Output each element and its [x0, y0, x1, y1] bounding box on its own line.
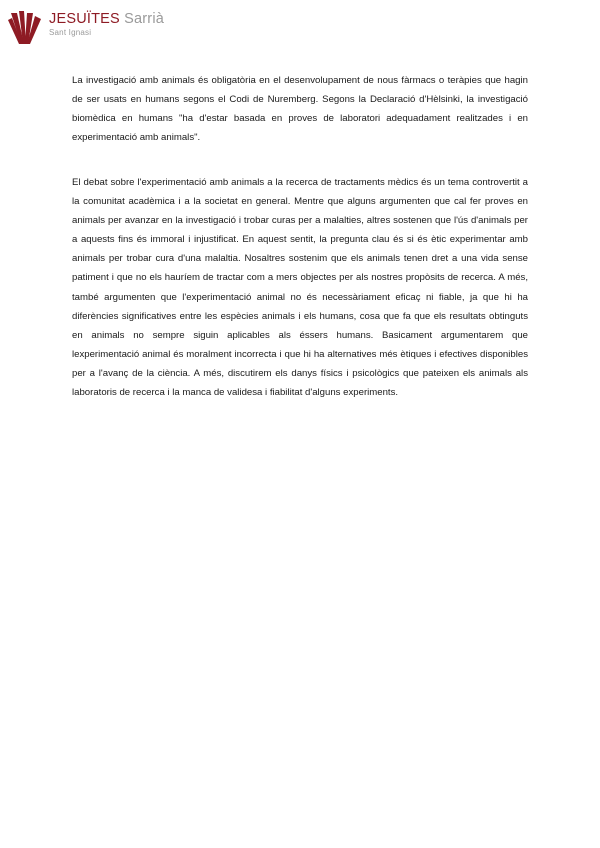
intro-paragraph-block	[72, 71, 528, 147]
intro-paragraph: La investigació amb animals és obligatòria en el desenvolupament de nous fàrmacs o teràpies que hagin de ser usats en humans segons el Codi de Nuremberg. Segons la Declaració d'Hèlsinki, la investigació biomèdica en humans "ha d'estar basada en proves de laboratori adequadament realitzades i en experimentació amb animals".	[72, 75, 528, 144]
header	[8, 10, 164, 44]
debate-paragraph-block	[72, 173, 528, 402]
brand-text	[49, 11, 164, 38]
brand-main: JESUÏTES	[49, 11, 120, 27]
tagline: Sant Ignasi	[49, 28, 92, 37]
brand-name	[49, 11, 164, 28]
brand-sub: Sarrià	[124, 11, 165, 27]
debate-paragraph: El debat sobre l'experimentació amb animals a la recerca de tractaments mèdics és un tema controvertit a la comunitat acadèmica i a la societat en general. Mentre que alguns argumenten que cal fer proves en animals per avanzar en la investigació i trobar curas per a malalties, altres sostenen que l'ús d'animals per a aquests fins és immoral i injustificat. En aquest sentit, la pregunta clau és si és ètic experimentar amb animals per trobar cura d'una malaltia. Nosaltres sostenim que els animals tenen dret a una vida sense patiment i que no els hauríem de tractar com a mers objectes per als nostres propòsits de recerca. A més, també argumenten que l'experimentació animal no és necessàriament eficaç ni fiable, ja que hi ha diferències significatives entre les espècies animals i els humans, cosa que fa que els resultats obtinguts en animals no sempre siguin aplicables als éssers humans. Basicament argumentarem que lexperimentació animal és moralment incorrecta i que hi ha alternatives més ètiques i efectives disponibles per a l'avanç de la ciència. A més, discutirem els danys físics i psicològics que pateixen els animals als laboratoris de recerca i la manca de validesa i fiabilitat d'alguns experiments.	[72, 177, 528, 399]
sunburst-logo-icon	[8, 10, 42, 44]
